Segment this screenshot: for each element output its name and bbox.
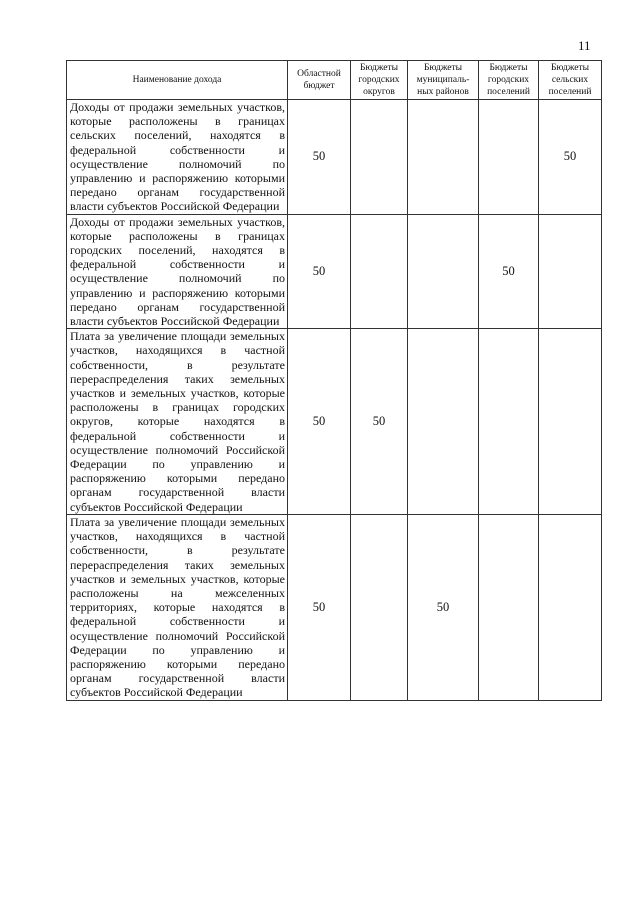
rural-settlements-value-cell: 50 — [539, 100, 602, 215]
income-name-cell: Плата за увеличение площади земельных участков, находящихся в частной собственности, в результате перераспределения таких земельных участков и земельных участков, которые расположены в границах городских округов, которые находятся в федеральной собственности и осуществление полномочий Российской Федерации по управлению и распоряжению которыми передано органам государственной власти субъектов Российской Федерации — [67, 329, 288, 515]
table-row — [67, 214, 602, 329]
header-regional-budget: Областной бюджет — [288, 61, 351, 100]
regional-value-cell: 50 — [288, 100, 351, 215]
income-name-cell: Плата за увеличение площади земельных участков, находящихся в частной собственности, в результате перераспределения таких земельных участков и земельных участков, которые расположены на межселенных территориях, которые находятся в федеральной собственности и осуществление полномочий Российской Федерации по управлению и распоряжению которыми передано органам государственной власти субъектов Российской Федерации — [67, 514, 288, 700]
municipal-districts-value-cell — [408, 329, 479, 515]
income-name-cell: Доходы от продажи земельных участков, которые расположены в границах городских поселений, находятся в федеральной собственности и осуществление полномочий по управлению и распоряжению которыми передано органам государственной власти субъектов Российской Федерации — [67, 214, 288, 329]
municipal-districts-value-cell: 50 — [408, 514, 479, 700]
header-municipal-districts-budgets: Бюджеты муниципаль-ных районов — [408, 61, 479, 100]
regional-value-cell: 50 — [288, 329, 351, 515]
table-row — [67, 514, 602, 700]
regional-value-cell: 50 — [288, 514, 351, 700]
rural-settlements-value-cell — [539, 329, 602, 515]
city-districts-value-cell — [351, 100, 408, 215]
header-rural-settlements-budgets: Бюджеты сельских поселений — [539, 61, 602, 100]
urban-settlements-value-cell — [479, 329, 539, 515]
income-name-cell: Доходы от продажи земельных участков, которые расположены в границах сельских поселений, находятся в федеральной собственности и осуществление полномочий по управлению и распоряжению которыми передано органам государственной власти субъектов Российской Федерации — [67, 100, 288, 215]
page-number: 11 — [578, 38, 591, 53]
regional-value-cell: 50 — [288, 214, 351, 329]
table-header-row — [67, 61, 602, 100]
urban-settlements-value-cell — [479, 514, 539, 700]
table-row — [67, 329, 602, 515]
city-districts-value-cell — [351, 214, 408, 329]
municipal-districts-value-cell — [408, 214, 479, 329]
header-urban-settlements-budgets: Бюджеты городских поселений — [479, 61, 539, 100]
urban-settlements-value-cell: 50 — [479, 214, 539, 329]
table-row — [67, 100, 602, 215]
income-distribution-table — [66, 60, 602, 701]
header-city-districts-budgets: Бюджеты городских округов — [351, 61, 408, 100]
city-districts-value-cell — [351, 514, 408, 700]
municipal-districts-value-cell — [408, 100, 479, 215]
city-districts-value-cell: 50 — [351, 329, 408, 515]
urban-settlements-value-cell — [479, 100, 539, 215]
header-income-name: Наименование дохода — [67, 61, 288, 100]
rural-settlements-value-cell — [539, 214, 602, 329]
rural-settlements-value-cell — [539, 514, 602, 700]
